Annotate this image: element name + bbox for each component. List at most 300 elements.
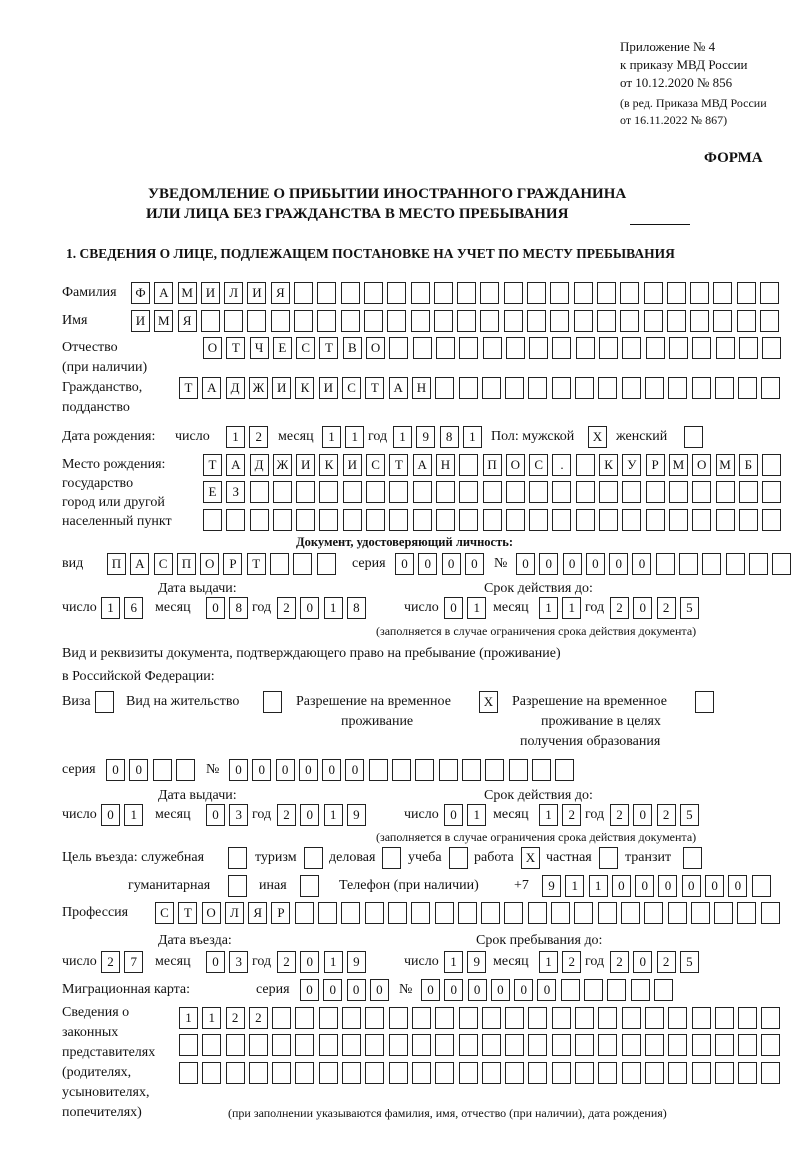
char-box[interactable] <box>597 310 616 332</box>
char-box[interactable]: Я <box>271 282 290 304</box>
char-box[interactable]: 0 <box>633 597 652 619</box>
char-box[interactable] <box>575 1062 594 1084</box>
char-box[interactable] <box>726 553 745 575</box>
char-box[interactable] <box>413 337 432 359</box>
char-box[interactable]: 2 <box>562 804 581 826</box>
char-box[interactable]: С <box>529 454 548 476</box>
checkbox-cell[interactable] <box>300 875 319 897</box>
char-box[interactable]: 5 <box>680 597 699 619</box>
char-box[interactable]: О <box>200 553 219 575</box>
char-box[interactable]: 8 <box>347 597 366 619</box>
char-box[interactable] <box>761 1007 780 1029</box>
char-box[interactable]: А <box>130 553 149 575</box>
char-box[interactable]: . <box>552 454 571 476</box>
char-box[interactable] <box>226 1034 245 1056</box>
char-box[interactable]: 0 <box>632 553 651 575</box>
char-box[interactable]: 0 <box>444 979 463 1001</box>
char-box[interactable] <box>749 553 768 575</box>
char-box[interactable] <box>296 481 315 503</box>
char-box[interactable] <box>738 377 757 399</box>
char-box[interactable] <box>415 759 434 781</box>
char-box[interactable] <box>529 481 548 503</box>
char-box[interactable] <box>622 1034 641 1056</box>
checkbox-cell[interactable] <box>684 426 703 448</box>
char-box[interactable]: Т <box>226 337 245 359</box>
char-box[interactable] <box>249 1034 268 1056</box>
char-box[interactable] <box>412 1007 431 1029</box>
char-box[interactable]: 0 <box>682 875 701 897</box>
char-box[interactable]: 2 <box>226 1007 245 1029</box>
char-box[interactable] <box>528 1007 547 1029</box>
char-box[interactable] <box>597 282 616 304</box>
char-box[interactable]: 0 <box>300 804 319 826</box>
char-box[interactable] <box>584 979 603 1001</box>
char-box[interactable] <box>506 337 525 359</box>
checkbox-cell[interactable] <box>382 847 401 869</box>
char-box[interactable] <box>668 377 687 399</box>
char-box[interactable]: 0 <box>206 951 225 973</box>
char-box[interactable] <box>598 1034 617 1056</box>
char-box[interactable] <box>459 509 478 531</box>
char-box[interactable] <box>458 902 477 924</box>
char-box[interactable] <box>226 1062 245 1084</box>
char-box[interactable] <box>411 282 430 304</box>
char-box[interactable]: 8 <box>229 597 248 619</box>
char-box[interactable] <box>341 902 360 924</box>
char-box[interactable] <box>459 377 478 399</box>
char-box[interactable] <box>574 310 593 332</box>
char-box[interactable] <box>654 979 673 1001</box>
char-box[interactable] <box>646 337 665 359</box>
char-box[interactable]: 1 <box>589 875 608 897</box>
char-box[interactable]: Б <box>739 454 758 476</box>
char-box[interactable] <box>365 902 384 924</box>
char-box[interactable]: 1 <box>539 951 558 973</box>
char-box[interactable] <box>644 310 663 332</box>
char-box[interactable] <box>646 509 665 531</box>
char-box[interactable] <box>388 902 407 924</box>
char-box[interactable]: 2 <box>277 597 296 619</box>
char-box[interactable] <box>271 310 290 332</box>
char-box[interactable] <box>528 1034 547 1056</box>
char-box[interactable] <box>551 902 570 924</box>
char-box[interactable]: 0 <box>728 875 747 897</box>
char-box[interactable] <box>555 759 574 781</box>
char-box[interactable] <box>226 509 245 531</box>
char-box[interactable]: 0 <box>516 553 535 575</box>
char-box[interactable] <box>294 310 313 332</box>
char-box[interactable]: У <box>622 454 641 476</box>
char-box[interactable] <box>247 310 266 332</box>
char-box[interactable]: Т <box>178 902 197 924</box>
char-box[interactable] <box>529 509 548 531</box>
char-box[interactable]: 0 <box>395 553 414 575</box>
char-box[interactable]: 9 <box>347 804 366 826</box>
char-box[interactable] <box>761 1034 780 1056</box>
char-box[interactable] <box>576 337 595 359</box>
char-box[interactable]: 1 <box>324 804 343 826</box>
char-box[interactable]: 0 <box>633 951 652 973</box>
char-box[interactable]: И <box>247 282 266 304</box>
char-box[interactable] <box>714 902 733 924</box>
char-box[interactable]: О <box>202 902 221 924</box>
char-box[interactable] <box>598 902 617 924</box>
char-box[interactable] <box>645 1007 664 1029</box>
char-box[interactable] <box>459 1062 478 1084</box>
char-box[interactable] <box>752 875 771 897</box>
char-box[interactable]: С <box>154 553 173 575</box>
char-box[interactable] <box>667 282 686 304</box>
char-box[interactable]: К <box>319 454 338 476</box>
char-box[interactable] <box>365 1034 384 1056</box>
char-box[interactable]: 3 <box>229 951 248 973</box>
char-box[interactable] <box>341 282 360 304</box>
char-box[interactable]: П <box>177 553 196 575</box>
char-box[interactable]: С <box>366 454 385 476</box>
char-box[interactable] <box>621 902 640 924</box>
char-box[interactable]: Е <box>203 481 222 503</box>
char-box[interactable] <box>505 1007 524 1029</box>
char-box[interactable]: 1 <box>324 951 343 973</box>
char-box[interactable] <box>293 553 312 575</box>
char-box[interactable]: 0 <box>514 979 533 1001</box>
char-box[interactable] <box>620 310 639 332</box>
char-box[interactable]: Т <box>203 454 222 476</box>
char-box[interactable]: 0 <box>229 759 248 781</box>
char-box[interactable] <box>552 1062 571 1084</box>
char-box[interactable] <box>483 509 502 531</box>
char-box[interactable] <box>389 1062 408 1084</box>
char-box[interactable] <box>738 1062 757 1084</box>
char-box[interactable] <box>481 902 500 924</box>
char-box[interactable] <box>644 282 663 304</box>
char-box[interactable] <box>435 902 454 924</box>
char-box[interactable] <box>413 481 432 503</box>
char-box[interactable] <box>715 1062 734 1084</box>
char-box[interactable] <box>436 337 455 359</box>
char-box[interactable] <box>270 553 289 575</box>
char-box[interactable]: 9 <box>542 875 561 897</box>
char-box[interactable] <box>679 553 698 575</box>
char-box[interactable] <box>342 1034 361 1056</box>
char-box[interactable] <box>389 1007 408 1029</box>
char-box[interactable]: 0 <box>299 759 318 781</box>
char-box[interactable] <box>369 759 388 781</box>
char-box[interactable]: 1 <box>565 875 584 897</box>
char-box[interactable]: А <box>154 282 173 304</box>
char-box[interactable] <box>713 310 732 332</box>
char-box[interactable]: И <box>319 377 338 399</box>
char-box[interactable]: О <box>506 454 525 476</box>
char-box[interactable] <box>575 377 594 399</box>
char-box[interactable] <box>552 509 571 531</box>
char-box[interactable] <box>273 481 292 503</box>
char-box[interactable] <box>436 481 455 503</box>
char-box[interactable]: 2 <box>101 951 120 973</box>
char-box[interactable] <box>739 509 758 531</box>
char-box[interactable] <box>457 282 476 304</box>
char-box[interactable] <box>692 1062 711 1084</box>
char-box[interactable] <box>203 509 222 531</box>
char-box[interactable] <box>760 310 779 332</box>
char-box[interactable] <box>702 553 721 575</box>
char-box[interactable] <box>176 759 195 781</box>
char-box[interactable] <box>622 1062 641 1084</box>
char-box[interactable] <box>552 481 571 503</box>
char-box[interactable] <box>504 282 523 304</box>
char-box[interactable] <box>412 1034 431 1056</box>
char-box[interactable] <box>387 310 406 332</box>
char-box[interactable] <box>574 902 593 924</box>
char-box[interactable]: 3 <box>229 804 248 826</box>
char-box[interactable] <box>364 282 383 304</box>
char-box[interactable] <box>599 337 618 359</box>
char-box[interactable] <box>668 1034 687 1056</box>
char-box[interactable]: 0 <box>300 951 319 973</box>
char-box[interactable]: 2 <box>610 951 629 973</box>
char-box[interactable] <box>772 553 791 575</box>
char-box[interactable] <box>715 377 734 399</box>
char-box[interactable]: Ф <box>131 282 150 304</box>
char-box[interactable] <box>319 1007 338 1029</box>
char-box[interactable]: 1 <box>467 597 486 619</box>
char-box[interactable] <box>505 1062 524 1084</box>
char-box[interactable] <box>435 1062 454 1084</box>
checkbox-cell[interactable] <box>304 847 323 869</box>
checkbox-cell[interactable] <box>228 875 247 897</box>
char-box[interactable] <box>668 1007 687 1029</box>
checkbox-cell[interactable] <box>95 691 114 713</box>
char-box[interactable]: 2 <box>610 804 629 826</box>
char-box[interactable]: 7 <box>124 951 143 973</box>
char-box[interactable]: 0 <box>322 759 341 781</box>
char-box[interactable]: 0 <box>421 979 440 1001</box>
char-box[interactable]: 2 <box>277 951 296 973</box>
char-box[interactable]: 0 <box>658 875 677 897</box>
checkbox-cell[interactable]: X <box>588 426 607 448</box>
char-box[interactable]: К <box>295 377 314 399</box>
char-box[interactable] <box>646 481 665 503</box>
char-box[interactable]: 2 <box>249 426 268 448</box>
char-box[interactable] <box>457 310 476 332</box>
char-box[interactable] <box>434 282 453 304</box>
char-box[interactable]: З <box>226 481 245 503</box>
char-box[interactable]: Р <box>271 902 290 924</box>
char-box[interactable] <box>669 481 688 503</box>
char-box[interactable] <box>317 310 336 332</box>
char-box[interactable] <box>366 481 385 503</box>
char-box[interactable]: И <box>131 310 150 332</box>
char-box[interactable]: О <box>692 454 711 476</box>
char-box[interactable] <box>411 902 430 924</box>
char-box[interactable]: О <box>203 337 222 359</box>
checkbox-cell[interactable] <box>449 847 468 869</box>
char-box[interactable] <box>459 1007 478 1029</box>
char-box[interactable] <box>318 902 337 924</box>
char-box[interactable] <box>737 310 756 332</box>
char-box[interactable] <box>387 282 406 304</box>
char-box[interactable] <box>485 759 504 781</box>
char-box[interactable] <box>739 337 758 359</box>
char-box[interactable]: Т <box>365 377 384 399</box>
char-box[interactable]: 1 <box>345 426 364 448</box>
char-box[interactable]: 0 <box>101 804 120 826</box>
char-box[interactable] <box>459 1034 478 1056</box>
char-box[interactable] <box>528 377 547 399</box>
char-box[interactable] <box>607 979 626 1001</box>
char-box[interactable]: 1 <box>539 804 558 826</box>
char-box[interactable] <box>389 481 408 503</box>
char-box[interactable] <box>483 337 502 359</box>
char-box[interactable]: А <box>413 454 432 476</box>
char-box[interactable] <box>201 310 220 332</box>
char-box[interactable] <box>319 481 338 503</box>
char-box[interactable] <box>622 509 641 531</box>
char-box[interactable] <box>435 1007 454 1029</box>
char-box[interactable]: Л <box>225 902 244 924</box>
char-box[interactable]: 1 <box>202 1007 221 1029</box>
char-box[interactable] <box>389 509 408 531</box>
char-box[interactable] <box>760 282 779 304</box>
char-box[interactable]: 1 <box>562 597 581 619</box>
char-box[interactable]: 5 <box>680 804 699 826</box>
char-box[interactable]: 1 <box>467 804 486 826</box>
char-box[interactable] <box>645 1062 664 1084</box>
char-box[interactable] <box>343 481 362 503</box>
char-box[interactable] <box>224 310 243 332</box>
char-box[interactable] <box>341 310 360 332</box>
char-box[interactable] <box>527 310 546 332</box>
char-box[interactable] <box>762 337 781 359</box>
char-box[interactable]: К <box>599 454 618 476</box>
char-box[interactable] <box>692 337 711 359</box>
char-box[interactable] <box>505 377 524 399</box>
char-box[interactable] <box>550 282 569 304</box>
char-box[interactable]: Л <box>224 282 243 304</box>
char-box[interactable]: 2 <box>277 804 296 826</box>
char-box[interactable]: 1 <box>539 597 558 619</box>
char-box[interactable] <box>273 509 292 531</box>
char-box[interactable] <box>691 902 710 924</box>
char-box[interactable] <box>392 759 411 781</box>
char-box[interactable]: М <box>716 454 735 476</box>
char-box[interactable] <box>622 377 641 399</box>
char-box[interactable] <box>622 481 641 503</box>
char-box[interactable] <box>295 1062 314 1084</box>
char-box[interactable] <box>459 337 478 359</box>
char-box[interactable]: 1 <box>179 1007 198 1029</box>
char-box[interactable]: Я <box>178 310 197 332</box>
char-box[interactable] <box>365 1007 384 1029</box>
char-box[interactable] <box>411 310 430 332</box>
char-box[interactable] <box>645 1034 664 1056</box>
char-box[interactable]: П <box>107 553 126 575</box>
char-box[interactable]: И <box>343 454 362 476</box>
char-box[interactable] <box>364 310 383 332</box>
char-box[interactable] <box>532 759 551 781</box>
char-box[interactable]: Д <box>250 454 269 476</box>
char-box[interactable]: 9 <box>467 951 486 973</box>
char-box[interactable]: Ч <box>250 337 269 359</box>
char-box[interactable] <box>272 1034 291 1056</box>
char-box[interactable] <box>690 282 709 304</box>
char-box[interactable] <box>552 1007 571 1029</box>
checkbox-cell[interactable]: X <box>521 847 540 869</box>
char-box[interactable]: 0 <box>609 553 628 575</box>
char-box[interactable] <box>645 377 664 399</box>
char-box[interactable] <box>504 310 523 332</box>
char-box[interactable]: Д <box>226 377 245 399</box>
checkbox-cell[interactable] <box>263 691 282 713</box>
char-box[interactable]: 0 <box>370 979 389 1001</box>
char-box[interactable]: 0 <box>206 804 225 826</box>
char-box[interactable] <box>713 282 732 304</box>
char-box[interactable] <box>762 509 781 531</box>
char-box[interactable]: 5 <box>680 951 699 973</box>
char-box[interactable] <box>295 1034 314 1056</box>
char-box[interactable]: 2 <box>610 597 629 619</box>
char-box[interactable] <box>480 282 499 304</box>
char-box[interactable]: 0 <box>468 979 487 1001</box>
char-box[interactable]: Ж <box>249 377 268 399</box>
char-box[interactable] <box>692 377 711 399</box>
char-box[interactable]: 1 <box>124 804 143 826</box>
char-box[interactable]: 1 <box>463 426 482 448</box>
char-box[interactable] <box>272 1062 291 1084</box>
checkbox-cell[interactable] <box>228 847 247 869</box>
char-box[interactable]: Т <box>319 337 338 359</box>
checkbox-cell[interactable] <box>683 847 702 869</box>
char-box[interactable]: 0 <box>442 553 461 575</box>
char-box[interactable] <box>527 282 546 304</box>
char-box[interactable] <box>576 481 595 503</box>
char-box[interactable] <box>480 310 499 332</box>
char-box[interactable] <box>667 310 686 332</box>
char-box[interactable] <box>692 1034 711 1056</box>
char-box[interactable]: А <box>389 377 408 399</box>
checkbox-cell[interactable] <box>695 691 714 713</box>
char-box[interactable]: 0 <box>300 597 319 619</box>
char-box[interactable] <box>483 481 502 503</box>
char-box[interactable]: 0 <box>345 759 364 781</box>
char-box[interactable] <box>552 377 571 399</box>
char-box[interactable] <box>342 1007 361 1029</box>
char-box[interactable] <box>576 509 595 531</box>
char-box[interactable]: 0 <box>300 979 319 1001</box>
char-box[interactable]: 0 <box>323 979 342 1001</box>
char-box[interactable] <box>656 553 675 575</box>
char-box[interactable] <box>295 902 314 924</box>
char-box[interactable]: 0 <box>612 875 631 897</box>
char-box[interactable]: 0 <box>633 804 652 826</box>
char-box[interactable]: 0 <box>129 759 148 781</box>
char-box[interactable] <box>692 1007 711 1029</box>
char-box[interactable]: 0 <box>563 553 582 575</box>
char-box[interactable] <box>576 454 595 476</box>
char-box[interactable] <box>202 1062 221 1084</box>
char-box[interactable] <box>528 902 547 924</box>
char-box[interactable] <box>343 509 362 531</box>
char-box[interactable] <box>598 377 617 399</box>
char-box[interactable] <box>552 1034 571 1056</box>
char-box[interactable] <box>622 1007 641 1029</box>
char-box[interactable] <box>715 1034 734 1056</box>
char-box[interactable]: В <box>343 337 362 359</box>
char-box[interactable] <box>715 1007 734 1029</box>
char-box[interactable]: 0 <box>491 979 510 1001</box>
char-box[interactable] <box>622 337 641 359</box>
char-box[interactable] <box>389 1034 408 1056</box>
